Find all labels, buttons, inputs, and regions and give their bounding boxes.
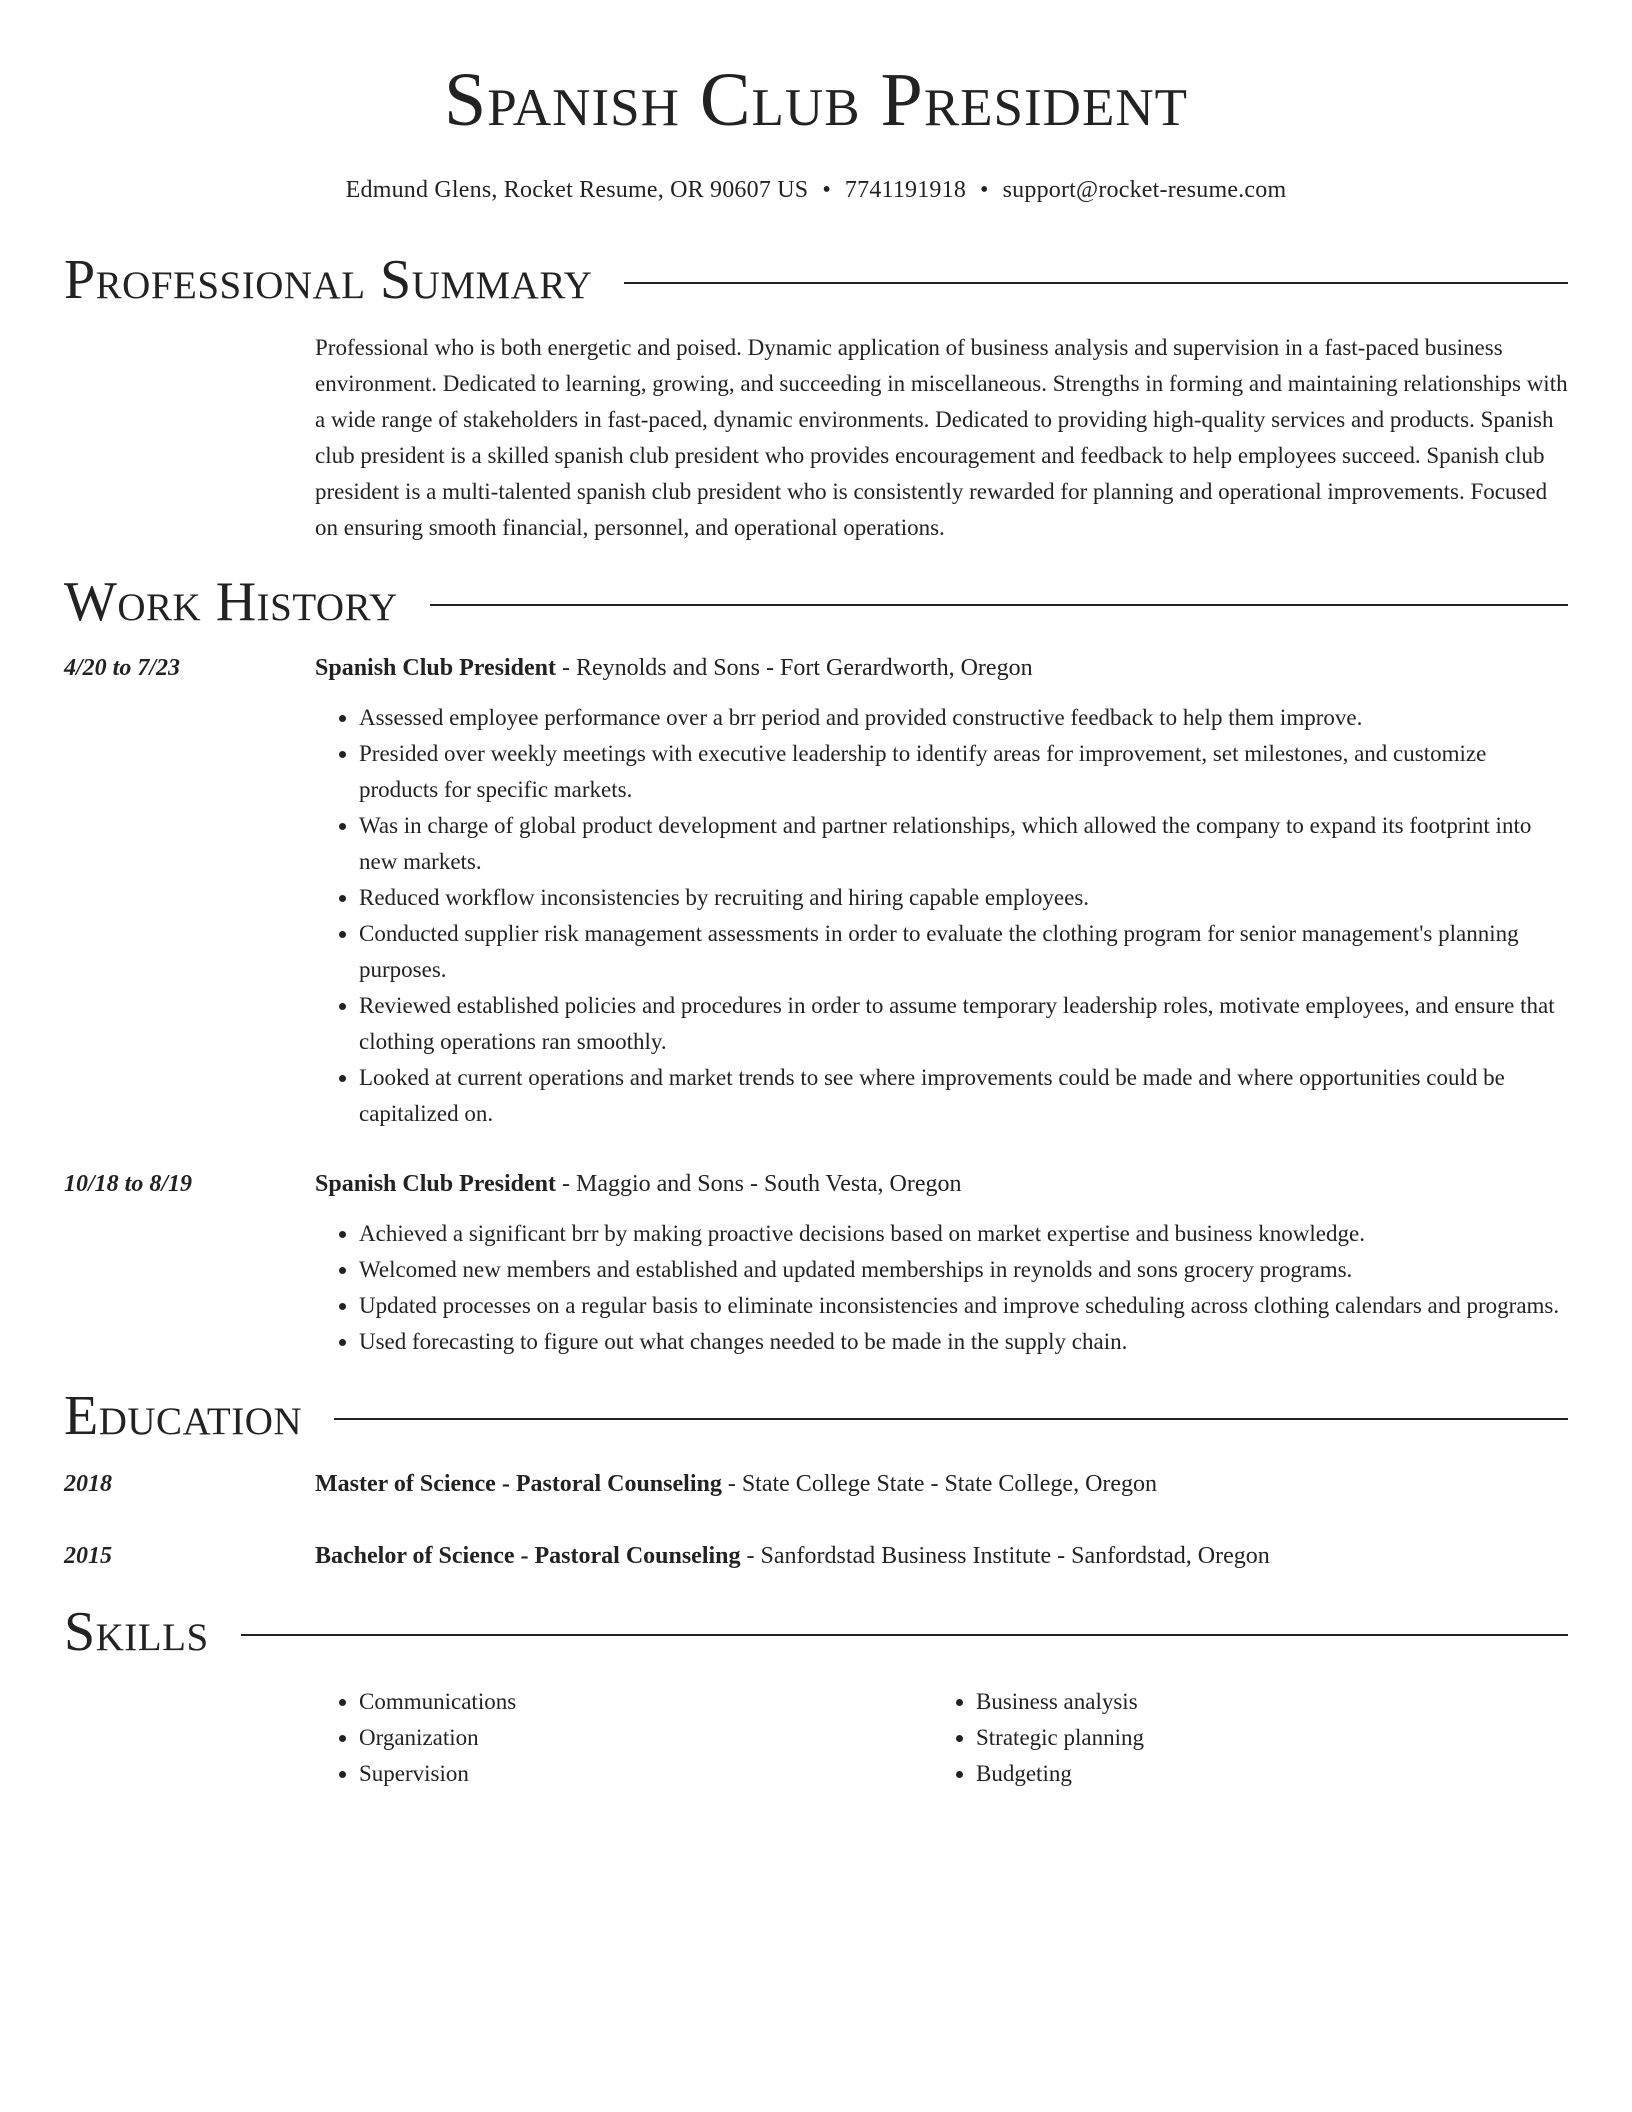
job-dates: 10/18 to 8/19 (64, 1171, 193, 1197)
job-bullet: • Assessed employee performance over a brr period and provided constructive feedback to help them improve. (359, 700, 1568, 736)
skills-column-left (315, 1684, 932, 1792)
skill-item: • Strategic planning (976, 1720, 1568, 1756)
candidate-name: Spanish Club President (444, 58, 1188, 142)
job-bullet: • Reduced workflow inconsistencies by recruiting and hiring capable employees. (359, 880, 1568, 916)
work-title: Work History (64, 571, 398, 633)
education-section-header (64, 1385, 1568, 1447)
section-divider (624, 282, 1568, 284)
education-year: 2015 (64, 1543, 112, 1569)
education-entry (64, 1466, 1568, 1502)
contact-separator: • (980, 177, 989, 203)
section-divider (334, 1418, 1568, 1420)
summary-title: Professional Summary (64, 249, 593, 311)
section-divider (430, 604, 1568, 606)
job-dates: 4/20 to 7/23 (64, 655, 181, 681)
education-line (315, 1538, 1568, 1574)
education-line (315, 1466, 1568, 1502)
summary-text: Professional who is both energetic and poised. Dynamic application of business analysis and supervision in a fast-paced business environment. Dedicated to learning, growing, and succeeding in miscellaneous. Strengths in forming and maintaining relationships with a wide range of stakeholders in fast-paced, dynamic environments. Dedicated to providing high-quality services and products. Spanish club president is a skilled spanish club president who provides encouragement and feedback to help employees succeed. Spanish club president is a multi-talented spanish club president who is consistently rewarded for planning and operational improvements. Focused on ensuring smooth financial, personnel, and operational operations. (315, 335, 1568, 540)
contact-email: support@rocket-resume.com (1002, 177, 1287, 203)
job-bullet: • Was in charge of global product development and partner relationships, which allowed the company to expand its footprint into new markets. (359, 808, 1568, 880)
skills-section-header (64, 1601, 1568, 1663)
job-bullet: • Looked at current operations and market trends to see where improvements could be made and where opportunities could be capitalized on. (359, 1060, 1568, 1132)
contact-separator: • (822, 177, 831, 203)
job-bullet: • Achieved a significant brr by making proactive decisions based on market expertise and business knowledge. (359, 1216, 1568, 1252)
job-bullet: • Used forecasting to figure out what changes needed to be made in the supply chain. (359, 1324, 1568, 1360)
skill-item: • Budgeting (976, 1756, 1568, 1792)
skill-item: • Business analysis (976, 1684, 1568, 1720)
job-details: - Maggio and Sons - South Vesta, Oregon (555, 1171, 962, 1197)
job-bullet: • Conducted supplier risk management assessments in order to evaluate the clothing program for senior management's planning purposes. (359, 916, 1568, 988)
job-bullet: • Presided over weekly meetings with executive leadership to identify areas for improvement, set milestones, and customize products for specific markets. (359, 736, 1568, 808)
job-position: Spanish Club President (315, 1171, 556, 1197)
education-degree: Master of Science - Pastoral Counseling (315, 1471, 722, 1497)
education-entry (64, 1538, 1568, 1574)
job-title-line (315, 650, 1568, 686)
skills-column-right (932, 1684, 1568, 1792)
job-bullet: • Welcomed new members and established and updated memberships in reynolds and sons grocery programs. (359, 1252, 1568, 1288)
job-position: Spanish Club President (315, 655, 556, 681)
education-details: - State College State - State College, Oregon (721, 1471, 1158, 1497)
job-entry (64, 1166, 1568, 1360)
job-details: - Reynolds and Sons - Fort Gerardworth, Oregon (555, 655, 1033, 681)
education-details: - Sanfordstad Business Institute - Sanfordstad, Oregon (740, 1543, 1270, 1569)
contact-address: Edmund Glens, Rocket Resume, OR 90607 US (345, 177, 809, 203)
education-year: 2018 (64, 1471, 112, 1497)
job-entry (64, 650, 1568, 1132)
job-bullet: • Updated processes on a regular basis to eliminate inconsistencies and improve scheduling across clothing calendars and programs. (359, 1288, 1568, 1324)
job-content (315, 650, 1568, 1132)
job-bullets (315, 1216, 1568, 1360)
job-bullet: • Reviewed established policies and procedures in order to assume temporary leadership roles, motivate employees, and ensure that clothing operations ran smoothly. (359, 988, 1568, 1060)
skill-item: • Communications (359, 1684, 932, 1720)
job-title-line (315, 1166, 1568, 1202)
skills-list (315, 1684, 1568, 1792)
skill-item: • Organization (359, 1720, 932, 1756)
summary-section-header (64, 249, 1568, 311)
skill-item: • Supervision (359, 1756, 932, 1792)
job-bullets (315, 700, 1568, 1132)
skills-title: Skills (64, 1601, 209, 1663)
contact-phone: 7741191918 (844, 177, 967, 203)
education-degree: Bachelor of Science - Pastoral Counseling (315, 1543, 741, 1569)
job-content (315, 1166, 1568, 1360)
work-section-header (64, 571, 1568, 633)
section-divider (241, 1634, 1568, 1636)
contact-line (64, 178, 1568, 202)
education-title: Education (64, 1385, 303, 1447)
